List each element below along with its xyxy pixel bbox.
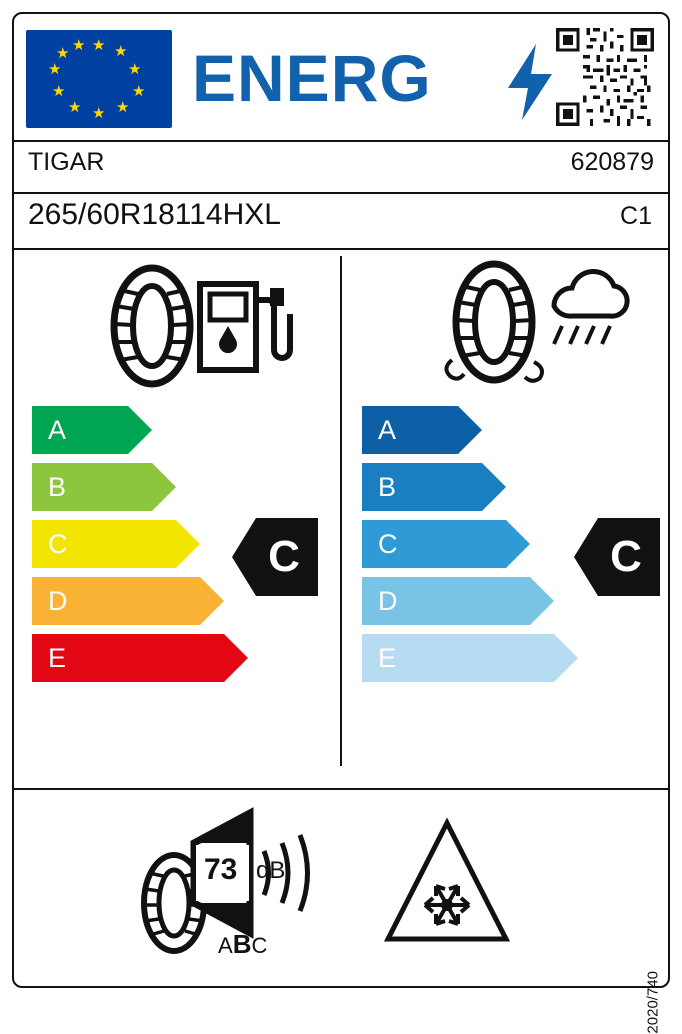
tyre-class: C1 bbox=[620, 202, 652, 230]
fuel-class-C bbox=[32, 520, 176, 568]
fuel-class-D bbox=[32, 577, 200, 625]
wet-class-B bbox=[362, 463, 482, 511]
class-letter: B bbox=[378, 472, 397, 502]
noise-class-scale bbox=[218, 929, 267, 960]
eu-flag-icon: ★ ★ ★ ★ ★ ★ ★ ★ ★ ★ ★ bbox=[26, 30, 172, 128]
noise-class-B: B bbox=[232, 929, 252, 959]
class-letter: E bbox=[48, 643, 67, 673]
wet-rating-letter: C bbox=[610, 532, 642, 581]
class-row bbox=[32, 459, 332, 516]
class-letter: A bbox=[378, 415, 397, 445]
header bbox=[14, 14, 668, 136]
page-title: ENERG bbox=[192, 41, 432, 115]
divider-brand bbox=[14, 192, 668, 194]
fuel-rating-letter: C bbox=[268, 532, 300, 581]
size-row bbox=[14, 196, 668, 244]
grades-section bbox=[14, 250, 668, 785]
class-row bbox=[362, 459, 662, 516]
bottom-section bbox=[14, 793, 668, 1034]
class-letter: C bbox=[378, 529, 398, 559]
noise-group bbox=[132, 811, 332, 961]
class-row bbox=[32, 630, 332, 687]
class-letter: D bbox=[48, 586, 68, 616]
fuel-efficiency-column bbox=[14, 250, 336, 785]
fuel-class-A bbox=[32, 406, 128, 454]
fuel-class-B bbox=[32, 463, 152, 511]
fuel-class-E bbox=[32, 634, 224, 682]
class-row bbox=[362, 630, 662, 687]
column-divider bbox=[340, 256, 342, 766]
divider-bottom bbox=[14, 788, 668, 790]
qr-code-icon bbox=[556, 28, 654, 126]
fuel-rating-badge bbox=[232, 518, 318, 596]
brand-name: TIGAR bbox=[28, 148, 105, 176]
3pmsf-snowflake-icon bbox=[382, 813, 512, 953]
class-row bbox=[362, 402, 662, 459]
class-letter: E bbox=[378, 643, 397, 673]
class-letter: C bbox=[48, 529, 68, 559]
wet-class-C bbox=[362, 520, 506, 568]
fuel-pump-icon bbox=[200, 284, 290, 370]
wet-class-D bbox=[362, 577, 530, 625]
noise-value: 73 bbox=[204, 853, 238, 886]
noise-class-C: C bbox=[251, 933, 268, 958]
class-letter: A bbox=[48, 415, 67, 445]
class-row bbox=[32, 402, 332, 459]
wet-grip-column bbox=[344, 250, 666, 785]
rain-cloud-icon bbox=[554, 271, 627, 344]
brand-row bbox=[14, 142, 668, 188]
wet-class-A bbox=[362, 406, 458, 454]
noise-unit: dB bbox=[256, 857, 286, 884]
tyre-icon bbox=[456, 264, 533, 380]
wet-class-E bbox=[362, 634, 554, 682]
tyre-icon bbox=[114, 268, 191, 384]
wet-grip-pictogram bbox=[422, 264, 622, 389]
lightning-bolt-icon bbox=[506, 44, 554, 120]
product-code: 620879 bbox=[570, 148, 654, 176]
wet-rating-badge bbox=[574, 518, 660, 596]
class-letter: D bbox=[378, 586, 398, 616]
date-code: 2020/740 bbox=[645, 971, 662, 1034]
noise-class-A: A bbox=[218, 933, 233, 958]
fuel-efficiency-pictogram bbox=[92, 264, 292, 389]
tyre-size: 265/60R18114HXL bbox=[28, 198, 281, 231]
class-letter: B bbox=[48, 472, 67, 502]
